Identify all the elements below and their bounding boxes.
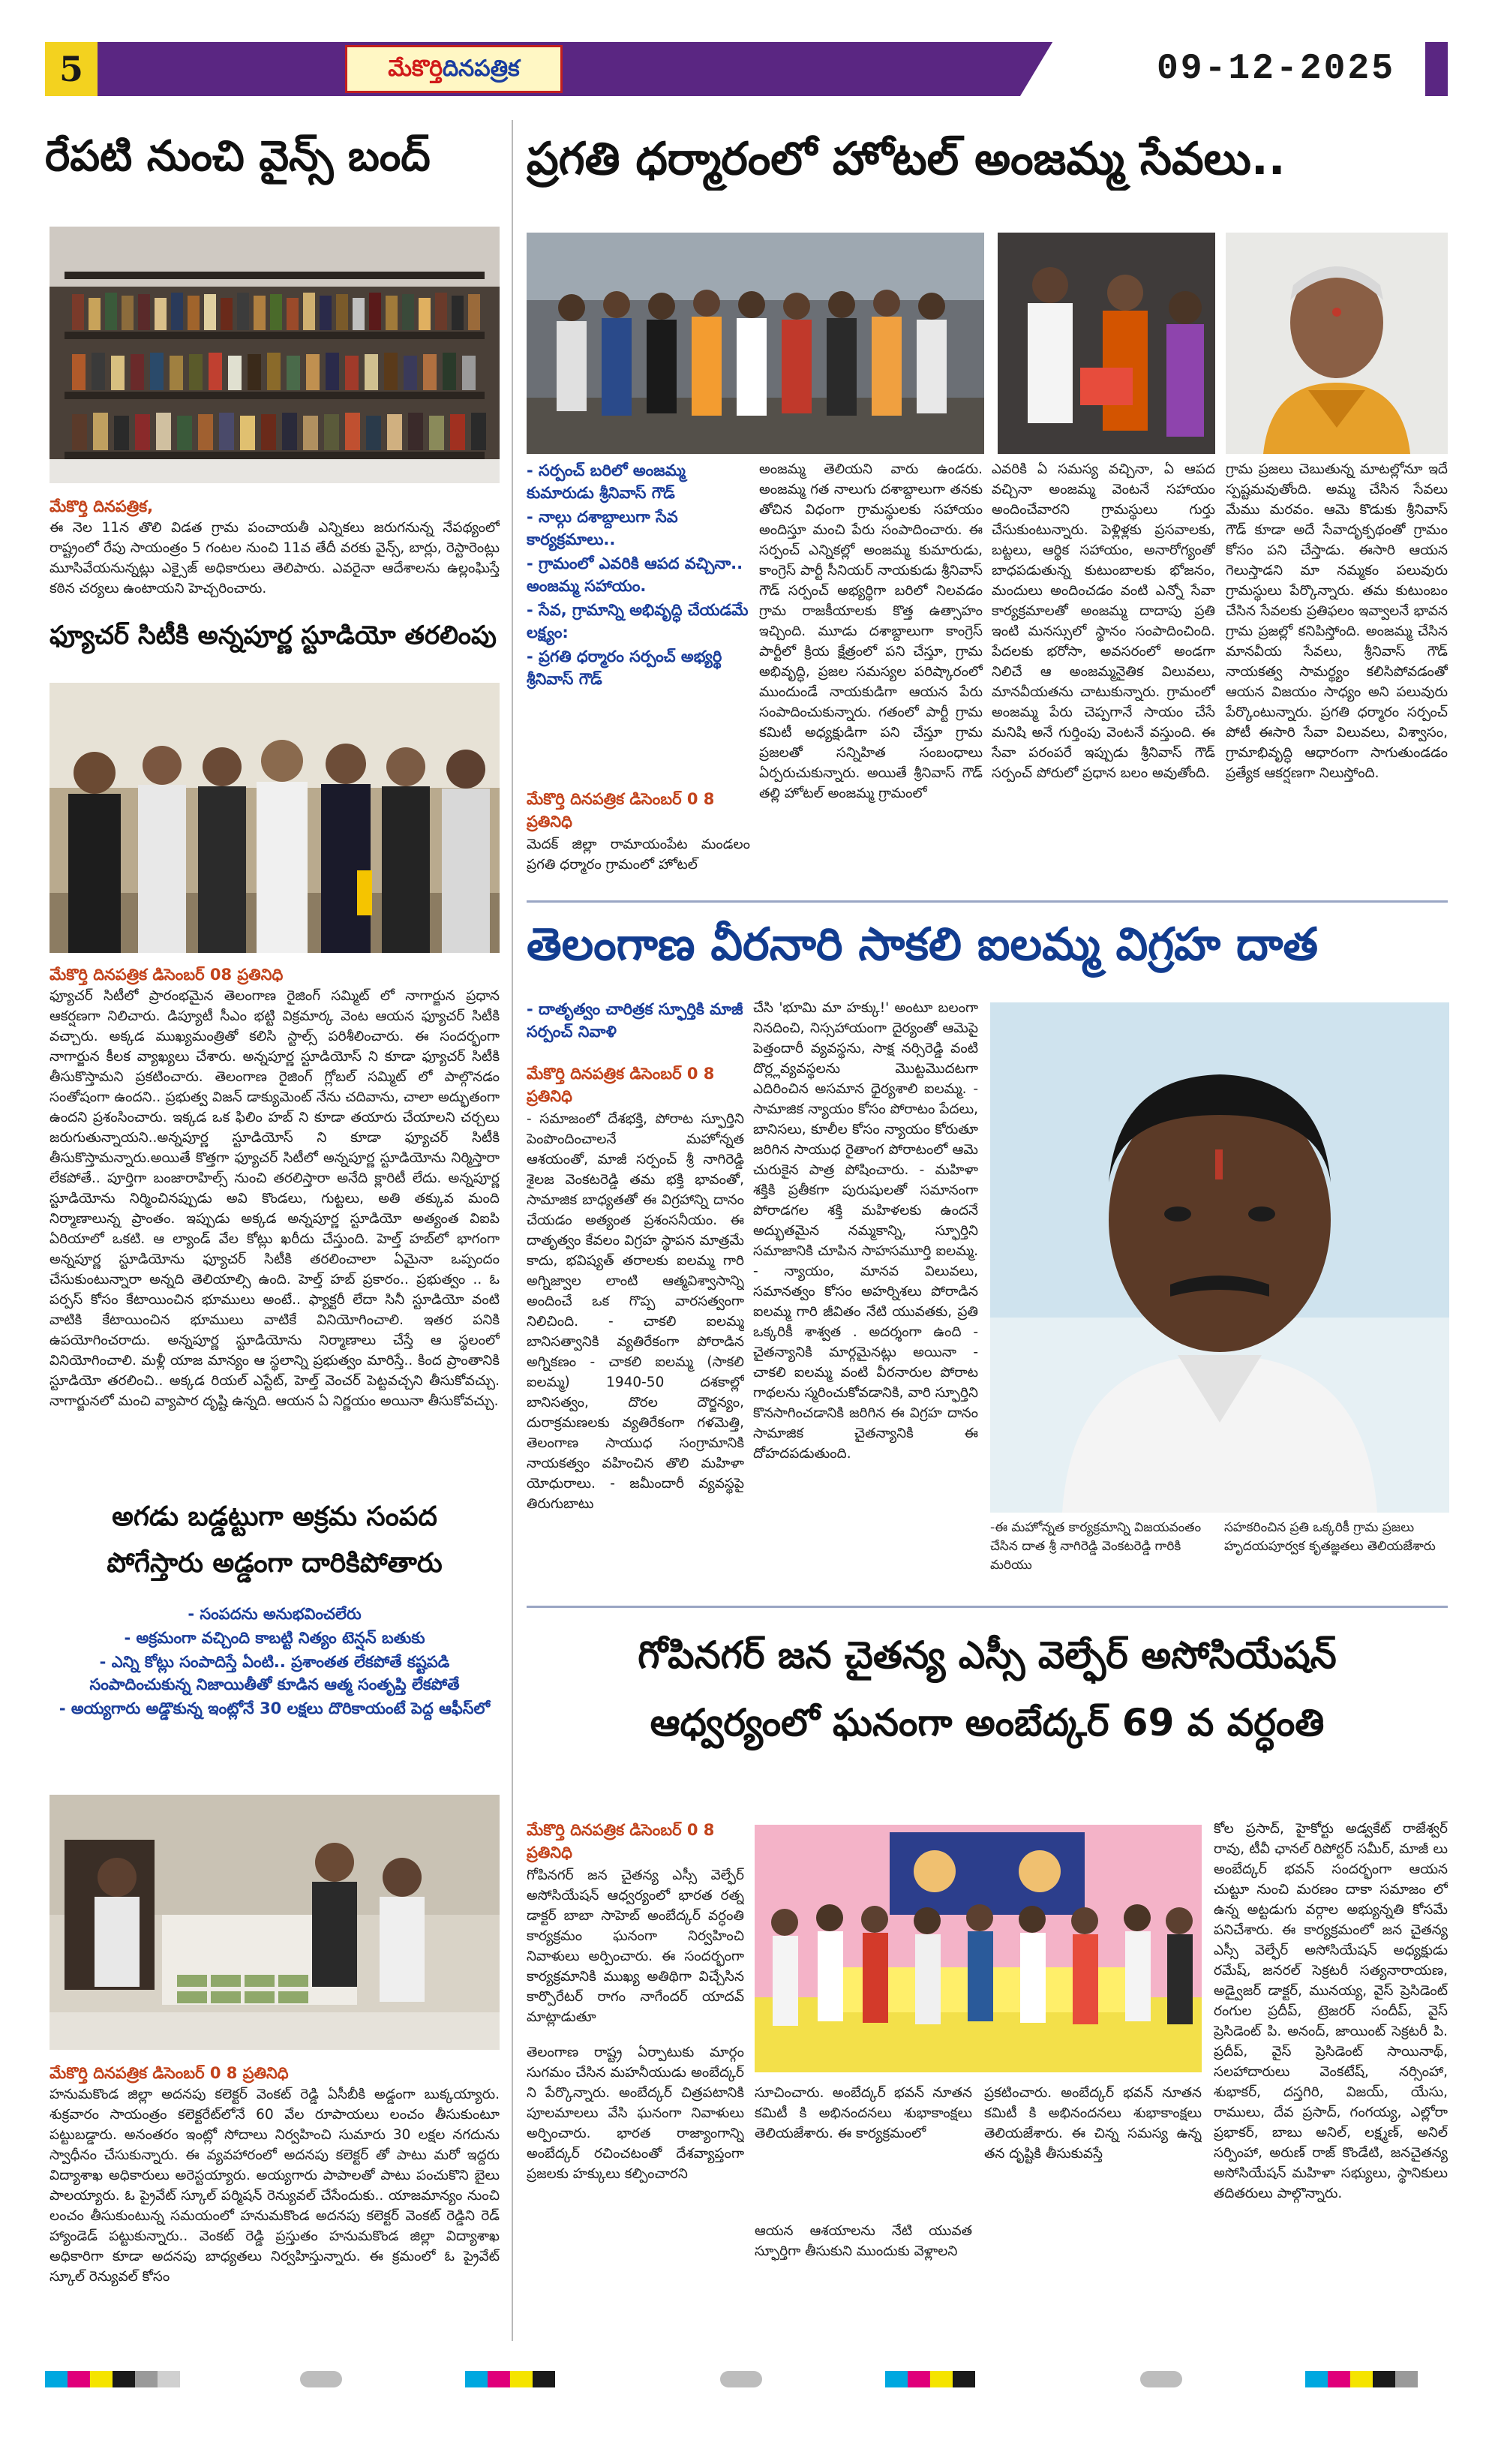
donor-portrait-photo: [990, 1002, 1449, 1513]
newspaper-logo: [345, 45, 563, 93]
ambedkar-headline-2: ఆధ్వర్యంలో ఘనంగా అంబేద్కర్ 69 వ వర్ధంతి: [650, 1701, 1325, 1744]
summit-group-image: [50, 683, 500, 953]
color-swatch: [533, 2371, 555, 2387]
ilamma-bullet: - దాతృత్వం చారిత్రక స్ఫూర్తికి మాజీ సర్పంచ్ నివాళి: [527, 1000, 743, 1041]
studio-headline: ఫ్యూచర్ సిటీకి అన్నపూర్ణ స్టూడియో తరలింపు: [50, 621, 497, 651]
wine-headline: రేపటి నుంచి వైన్స్ బంద్: [45, 132, 431, 181]
hotel-body-1: మెదక్ జిల్లా రామాయంపేట మండలం ప్రగతి ధర్మారం గ్రామంలో హోటల్: [527, 837, 750, 873]
color-swatch: [885, 2371, 908, 2387]
hotel-body-2: అంజమ్మ తెలియని వారు ఉండరు. అంజమ్మ గత నాలుగు దశాబ్దాలుగా తనకు తోచిన విధంగా గ్రామస్థులకు సహాయం అందిస్తూ మంచి పేరు సంపాదించారు. ఈ సర్పంచ్ ఎన్నికల్లో అంజమ్మ కుమారుడు, కాంగ్రెస్ పార్టీ సీనియర్ నాయకుడు శ్రీనివాస్ గౌడ్ సర్పంచ్ అభ్యర్థిగా బరిలో నిలవడం గ్రామ రాజకీయాలకు కొత్త ఉత్సాహం ఇచ్చింది. మూడు దశాబ్దాలుగా కాంగ్రెస్ పార్టీలో క్రియ క్షేత్రంలో పని చేస్తూ, గ్రామ అభివృద్ధి, ప్రజల సమస్యల పరిష్కారంలో ముందుండే నాయకుడిగా ఆయన పేరు సంపాదించుకున్నారు. గతంలో పార్టీ గ్రామ కమిటీ అధ్యక్షుడిగా పని చేస్తూ గ్రామ ప్రజలతో సన్నిహిత సంబంధాలు ఏర్పరుచుకున్నారు. అయితే శ్రీనివాస్ గౌడ్ తల్లి హోటల్ అంజమ్మ గ్రామంలో: [759, 461, 983, 801]
color-swatch: [908, 2371, 930, 2387]
ilamma-body-1: - సమాజంలో దేశభక్తి, పోరాట స్ఫూర్తిని పెంపొందించాలనే మహోన్నత ఆశయంతో, మాజీ సర్పంచ్ శ్రీ నాగిరెడ్డి శైలజ వెంకటరెడ్డి తమ భక్తి భావంతో, సామాజిక బాధ్యతతో ఈ విగ్రహాన్ని దానం చేయడం అత్యంత ప్రశంసనీయం. ఈ దాతృత్వం కేవలం విగ్రహ స్థాపన మాత్రమే కాదు, భవిష్యత్ తరాలకు ఐలమ్మ గారి అగ్నిజ్వాల లాంటి ఆత్మవిశ్వాసాన్ని అందించే ఒక గొప్ప వారసత్వంగా నిలిచింది. - చాకలి ఐలమ్మ బానిసత్వానికి వ్యతిరేకంగా పోరాడిన అగ్నికణం - చాకలి ఐలమ్మ (సాకలి ఐలమ్మ) 1940-50 దశకాల్లో బానిసత్వం, దొరల దౌర్జన్యం, దురాక్రమణలకు వ్యతిరేకంగా గళమెత్తి, తెలంగాణ సాయుధ సంగ్రామానికి నాయకత్వం వహించిన తొలి మహిళా యోధురాలు. - జమీందారీ వ్యవస్థపై తిరుగుబాటు: [527, 1111, 744, 1512]
studio-body: ఫ్యూచర్ సిటీలో ప్రారంభమైన తెలంగాణ రైజింగ్ సమ్మిట్ లో నాగార్జున ప్రధాన ఆకర్షణగా నిలిచారు. డిప్యూటీ సీఎం భట్టి విక్రమార్క వెంట ఆయన ఫ్యూచర్ సిటీకి వచ్చారు. అక్కడ ముఖ్యమంత్రితో కలిసి స్టాల్స్ పరిశీలించారు. ఈ సందర్భంగా నాగార్జున కీలక వ్యాఖ్యలు చేశారు. అన్నపూర్ణ స్టూడియోస్ ని కూడా ఫ్యూచర్ సిటీకి తీసుకొస్తామని ప్రకటించారు. తెలంగాణ రైజింగ్ గ్లోబల్ సమ్మిట్ లో పాల్గొనడం సంతోషంగా ఉందని.. ప్రభుత్వ విజన్ డాక్యుమెంట్ నేను చదివాను, చాలా అద్భుతంగా ఉందని ప్రశంసించారు. ఇక్కడ ఒక ఫిలిం హబ్ ని కూడా తయారు చేయాలని చర్చలు జరుగుతున్నాయని..అన్నపూర్ణ స్టూడియోస్ ని కూడా ఫ్యూచర్ సిటీకి తీసుకొస్తామన్నారు.అయితే కొత్తగా ఫ్యూచర్ సిటీలో అన్నపూర్ణ స్టూడియోను నిర్మిస్తారా లేకపోతే.. పూర్తిగా బంజారాహిల్స్ నుంచి తరలిస్తారా అనేది క్లారిటీ లేదు. అన్నపూర్ణ స్టూడియోను నిర్మించినప్పుడు అవి కొండలు, గుట్టలు, అతి తక్కువ మంది నిర్మాణాలున్న ప్రాంతం. ఇప్పుడు అక్కడ అన్నపూర్ణ స్టూడియో అత్యంత విఐపి ఏరియాలో ఒకటి. ఆ ల్యాండ్ వేల కోట్లు ఖరీదు చేస్తుంది. హెల్త్ హబ్‌లో భాగంగా అన్నపూర్ణ స్టూడియోను ఫ్యూచర్ సిటీకి తరలించాలా ఏమైనా ఒప్పందం చేసుకుంటున్నారా అన్నది తెలియాల్సి ఉంది. హెల్త్ హబ్ ప్రకారం.. ప్రభుత్వం .. ఓ పర్పస్ కోసం కేటాయించిన భూములు అంటే.. ఫ్యాక్టరీ లేదా సినీ స్టూడియో వంటి వాటికి కేటాయించిన భూములు వాటికే వినియోగించాలి. ఇతర పనికి ఉపయోగించరాదు. అన్నపూర్ణ స్టూడియోను నిర్మాణాలు చేస్తే ఆ స్థలంలో వినియోగించాలి. మళ్లీ యాజ మాన్యం ఆ స్థలాన్ని ప్రభుత్వం మారిస్తే.. కింద ప్రాంతానికి స్టూడియో తరలించి.. అక్కడ రియల్ ఎస్టేట్, హెల్త్ వెంచర్ పెట్టవచ్చని తీసుకోవచ్చు. నాగార్జునలో మంచి వ్యాపార దృష్టి ఉన్నది. ఆయన ఏ నిర్ణయం అయినా తీసుకోవచ్చు.: [50, 988, 500, 1409]
wine-byline: మేకొర్తి దినపత్రిక,: [50, 497, 154, 515]
registration-oval: [300, 2371, 342, 2387]
color-swatch: [488, 2371, 510, 2387]
ilamma-body-2: చేసి 'భూమి మా హక్కు!' అంటూ బలంగా నినదించి, నిస్సహాయంగా దైర్యంతో ఆమెపై పెత్తందారీ వ్యవస్థను, సాక్ష నర్సిరెడ్డి వంటి దొర్ల్లవ్యవస్థలను మొట్టమొదటగా ఎదిరించిన అసమాన ధైర్యశాలి ఐలమ్మ. - సామాజిక న్యాయం కోసం పోరాటం పేదలు, బానిసలు, కూలీల కోసం న్యాయం కోరుతూ జరిగిన సాయుధ రైతాంగ పోరాటంలో ఆమె చురుకైన పాత్ర పోషించారు. - మహిళా శక్తికి ప్రతీకగా పురుషులతో సమానంగా పోరాడగల శక్తి మహిళలకు ఉందనే అద్భుతమైన నమ్మకాన్ని, స్ఫూర్తిని సమాజానికి చూపిన సాహసమూర్తి ఐలమ్మ. - న్యాయం, మానవ విలువలు, సమానత్వం కోసం అహర్నిశలు పోరాడిన ఐలమ్మ గారి జీవితం నేటి యువతకు, ప్రతి ఒక్కరికీ శాశ్వత . అదర్శంగా ఉంది - చైతన్యానికి మార్గమైనట్లు అయినా - చాకలి ఐలమ్మ వంటి వీరనారుల పోరాట గాథలను స్మరించుకోవడానికి, వారి స్ఫూర్తిని కొనసాగించడానికి జరిగిన ఈ విగ్రహ దానం సామాజిక చైతన్యానికి ఈ దోహదపడుతుంది.: [753, 1000, 978, 1462]
registration-oval: [720, 2371, 762, 2387]
color-swatch: [1395, 2371, 1418, 2387]
ambedkar-body-1: గోపినగర్ జన చైతన్య ఎస్సీ వెల్ఫేర్ అసోసియేషన్ ఆధ్వర్యంలో భారత రత్న డాక్టర్ బాబా సాహెబ్ అంబేద్కర్ వర్ధంతి కార్యక్రమం ఘనంగా నిర్వహించి నివాళులు అర్పించారు. ఈ సందర్భంగా కార్యక్రమానికి ముఖ్య అతిథిగా విచ్చేసిన కార్పొరేటర్ రాగం నాగేందర్ యాదవ్ మాట్లాడుతూ: [527, 1868, 744, 2025]
color-swatch: [953, 2371, 975, 2387]
hotel-campaign-photo: [527, 233, 984, 454]
hotel-byline: మేకొర్తి దినపత్రిక డిసెంబర్ 0 8 ప్రతినిధి: [527, 790, 715, 831]
hotel-bullet: - గ్రామంలో ఎవరికి ఆపద వచ్చినా.. అంజమ్మ సహాయం.: [527, 554, 743, 595]
agadu-body: హనుమకొండ జిల్లా అదనపు కలెక్టర్ వెంకట్ రెడ్డి ఏసీబీకి అడ్డంగా బుక్కయ్యారు. శుక్రవారం సాయంత్రం కలెక్టరేట్‌లోనే 60 వేల రూపాయలు లంచం తీసుకుంటూ పట్టుబడ్డారు. అనంతరం ఇంట్లో సోదాలు నిర్వహించి సుమారు 30 లక్షల నగదును స్వాధీనం చేసుకున్నారు. ఈ వ్యవహారంలో అదనపు కలెక్టర్ తో పాటు మరో ఇద్దరు విద్యాశాఖ అధికారులు అరెస్టయ్యారు. అయ్యగారు పాపాలతో పాటు పంచుకొని బైలు పాలయ్యారు. ఓ ప్రైవేట్ స్కూల్ పర్మిషన్ రెన్యువల్ చేసేందుకు.. యాజమాన్యం నుంచి లంచం తీసుకుంటున్న సమయంలో హనుమకొండ అదనపు కలెక్టర్ వెంకట్ రెడ్డిని రెడ్ హ్యాండెడ్ పట్టుకున్నారు.. వెంకట్ రెడ్డి ప్రస్తుతం హనుమకొండ జిల్లా విద్యాశాఖ అధికారిగా కూడా అదనపు బాధ్యతలు నిర్వహిస్తున్నారు. ఈ క్రమంలో ఓ ప్రైవేట్ స్కూల్ రెన్యువల్ కోసం: [50, 2087, 500, 2285]
ambedkar-body-6: కోల ప్రసాద్, హైకోర్టు అడ్వకేట్ రాజేశ్వర్ రావు, టీవీ ఛానల్ రిపోర్టర్ సమీర్, మాజీ లు అంబేద్కర్ భవన్ సందర్భంగా ఆయన చుట్టూ నుంచి మరణం దాకా సమాజం లో ఉన్న అట్టడుగు వర్గాల అభ్యున్నతి కోసమే పనిచేశారు. ఈ కార్యక్రమంలో జన చైతన్య ఎస్సీ వెల్ఫేర్ అసోసియేషన్ అధ్యక్షుడు రమేష్, జనరల్ సెక్రటరీ సత్యనారాయణ, అడ్వైజర్ డాక్టర్, మునయ్య, వైస్ ప్రెసిడెంట్ రంగుల ప్రదీప్, ట్రెజరర్ సందీప్, వైస్ ప్రెసిడెంట్ పి. అనంద్, జాయింట్ సెక్రటరీ పి. ప్రదీప్, వైస్ ప్రెసిడెంట్ సాయినాథ్, సలహాదారులు వెంకటేష్, నర్సింహా, శుభాకర్, దస్తగిరి, విజయ్, యేసు, రాములు, దేవ ప్రసాద్, గంగయ్య, ఎల్లోరా ప్రభాకర్, బాబు అనిల్, లక్ష్మణ్, అనిల్ సర్పింహా, అరుణ్ రాజ్ కొండేటి, జనచైతన్య అసోసియేషన్ మహిళా సభ్యులు, స్థానికులు తదితరులు పాల్గొన్నారు.: [1214, 1821, 1448, 2201]
ambedkar-headline-1: గోపినగర్ జన చైతన్య ఎస్సీ వెల్ఫేర్ అసోసియేషన్: [638, 1633, 1337, 1677]
cash-seizure-image: [50, 1795, 500, 2050]
cash-seizure-photo: [50, 1795, 500, 2050]
color-swatch: [90, 2371, 113, 2387]
agadu-bullet: - ఎన్ని కోట్లు సంపాదిస్తే ఏంటి.. ప్రశాంతత లేకపోతే కష్టపడి సంపాదించుకున్న నిజాయితీతో కూడిన ఆత్మ సంతృప్తి లేకపోతే: [89, 1653, 460, 1693]
studio-byline: మేకొర్తి దినపత్రిక డిసెంబర్ 08 ప్రతినిధి: [50, 966, 284, 984]
color-swatch: [135, 2371, 158, 2387]
logo-part-a: మేకొర్తి: [388, 56, 443, 82]
ambedkar-event-image: [755, 1825, 1202, 2072]
color-swatch: [465, 2371, 488, 2387]
anjamma-portrait-photo: [1226, 233, 1448, 454]
color-swatch: [1305, 2371, 1328, 2387]
hotel-bullet: - నాల్గు దశాబ్దాలుగా సేవ కార్యక్రమాలు..: [527, 508, 678, 548]
issue-date: 09-12-2025: [1156, 49, 1395, 89]
hotel-bullet: - ప్రగతి ధర్మారం సర్పంచ్ అభ్యర్థి శ్రీనివాస్ గౌడ్: [527, 648, 722, 688]
anjamma-portrait-image: [1226, 233, 1448, 454]
hotel-bullets: [527, 459, 750, 774]
column-divider: [512, 120, 513, 2341]
section-rule: [527, 1606, 1448, 1608]
campaign-walk-image: [527, 233, 984, 454]
agadu-bullet: - సంపదను అనుభవించలేరు: [188, 1605, 362, 1623]
agadu-headline-1: అగడు బడ్డట్టుగా అక్రమ సంపద: [112, 1501, 437, 1532]
hotel-bullet: - సర్పంచ్ బరిలో అంజమ్మ కుమారుడు శ్రీనివాస్ గౌడ్: [527, 461, 686, 502]
agadu-headline-2: పోగేస్తారు అడ్డంగా దారికిపోతారు: [107, 1548, 443, 1579]
color-swatch: [158, 2371, 180, 2387]
liquor-shelves-image: [50, 227, 500, 483]
agadu-bullet: - అక్రమంగా వచ్చింది కాబట్టి నిత్యం టెన్షన్ బతుకు: [124, 1629, 425, 1647]
color-swatch: [1328, 2371, 1350, 2387]
hotel-headline: ప్రగతి ధర్మారంలో హోటల్ అంజమ్మ సేవలు..: [527, 133, 1286, 185]
hotel-bullet: - సేవ, గ్రామాన్ని అభివృద్ధి చేయడమే లక్ష్యం:: [527, 601, 749, 642]
ambedkar-body-3: సూచించారు. అంబేద్కర్ భవన్ నూతన కమిటీ కి అభినందనలు శుభాకాంక్షలు తెలియజేశారు. ఈ కార్యక్రమంలో: [755, 2085, 972, 2141]
hotel-body-3: ఎవరికి ఏ సమస్య వచ్చినా, ఏ ఆపద వచ్చినా అంజమ్మ వెంటనే సహాయం అందించేవారని గ్రామస్థులు గుర్తు చేసుకుంటున్నారు. పెళ్లిళ్లకు ప్రసవాలకు, బట్టలు, ఆర్థిక సహాయం, అనారోగ్యంతో బాధపడుతున్న కుటుంబాలకు భోజనం, మందులు అందించడం వంటి ఎన్నో సేవా కార్యక్రమాలతో అంజమ్మ దాదాపు ప్రతి ఇంటి మనస్సులో స్థానం సంపాదించింది. పేదలకు భరోసా, అవసరంలో అండగా నిలిచే ఆ అంజమ్మనైతిక విలువలు, మానవీయతను చాటుకున్నారు. గ్రామంలో అంజమ్మ పేరు చెప్పగానే సాయం చేసే మనిషి అనే గుర్తింపు వెంటనే వస్తుంది. ఈ సేవా పరంపరే ఇప్పుడు శ్రీనివాస్ గౌడ్ సర్పంచ్ పోరులో ప్రధాన బలం అవుతోంది.: [992, 461, 1215, 781]
hotel-body-4: గ్రామ ప్రజలు చెబుతున్న మాటల్లోనూ ఇదే స్పష్టమవుతోంది. అమ్మ చేసిన సేవలు మేము మరవం. ఆమె కొడుకు శ్రీనివాస్ గౌడ్ కూడా అదే సేవాదృక్పథంతో గ్రామం కోసం పని చేస్తాడు. ఈసారి ఆయన గెలుస్తాడని మా నమ్మకం పలువురు గ్రామస్థులు పేర్కొన్నారు. తమ కుటుంబం చేసిన సేవలకు ప్రతిఫలం ఇవ్వాలనే భావన గ్రామ ప్రజల్లో కనిపిస్తోంది. అంజమ్మ చేసిన మానవీయ సేవలు, శ్రీనివాస్ గౌడ్ నాయకత్వ సామర్థ్యం కలిసిపోవడంతో ఆయన విజయం సాధ్యం అని పలువురు పేర్కొంటున్నారు. ప్రగతి ధర్మారం సర్పంచ్ పోటీ ఈసారి సేవా విలువలు, విశ్వాసం, గ్రామాభివృద్ధి ఆధారంగా సాగుతుండడం ప్రత్యేక ఆకర్షణగా నిలుస్తోంది.: [1226, 461, 1448, 781]
section-rule: [527, 900, 1448, 903]
masthead: [45, 42, 1448, 96]
donor-portrait-image: [990, 1002, 1449, 1513]
agadu-bullets: [50, 1603, 500, 1768]
liquor-store-photo: [50, 227, 500, 483]
ilamma-byline: మేకొర్తి దినపత్రిక డిసెంబర్ 0 8 ప్రతినిధి: [527, 1065, 715, 1105]
ambedkar-body-2: తెలంగాణ రాష్ట్ర ఏర్పాటుకు మార్గం సుగమం చేసిన మహనీయుడు అంబేద్కర్ ని పేర్కొన్నారు. అంబేద్కర్ చిత్రపటానికి పూలమాలలు వేసి ఘనంగా నివాళులు అర్పించారు. భారత రాజ్యాంగాన్ని అంబేద్కర్ రచించటంతో దేశవ్యాప్తంగా ప్రజలకు హక్కులు కల్పించారని: [527, 2045, 744, 2182]
registration-oval: [1140, 2371, 1182, 2387]
ilamma-caption-1: -ఈ మహోన్నత కార్యక్రమాన్ని విజయవంతం చేసిన దాత శ్రీ నాగిరెడ్డి వెంకటరెడ్డి గారికి మరియు: [990, 1520, 1202, 1573]
color-swatch: [68, 2371, 90, 2387]
ambedkar-body-5: ప్రకటించారు. అంబేద్కర్ భవన్ నూతన కమిటీ కి అభినందనలు శుభాకాంక్షలు తెలియజేశారు. ఈ చిన్న సమస్య ఉన్న తన దృష్టికి తీసుకువస్తే: [984, 2085, 1202, 2162]
color-swatch: [1350, 2371, 1373, 2387]
hotel-distribution-photo: [998, 233, 1215, 454]
ilamma-caption-2: సహకరించిన ప్రతి ఒక్కరికీ గ్రామ ప్రజలు హృదయపూర్వక కృతజ్ఞతలు తెలియజేశారు: [1224, 1520, 1436, 1554]
agadu-byline: మేకొర్తి దినపత్రిక డిసెంబర్ 0 8 ప్రతినిధి: [50, 2064, 289, 2082]
color-swatch: [1373, 2371, 1395, 2387]
ilamma-headline: తెలంగాణ వీరనారి సాకలి ఐలమ్మ విగ్రహ దాత: [527, 918, 1319, 971]
color-swatch: [113, 2371, 135, 2387]
page-number: 5: [45, 42, 98, 96]
summit-photo: [50, 683, 500, 953]
ambedkar-event-photo: [755, 1825, 1202, 2072]
wine-body: ఈ నెల 11న తొలి విడత గ్రామ పంచాయతీ ఎన్నికలు జరుగనున్న నేపథ్యంలో రాష్ట్రంలో రేపు సాయంత్రం 5 గంటల నుంచి 11వ తేదీ వరకు వైన్స్, బార్లు, రెస్టారెంట్లు మూసివేయనున్నట్లు ఎక్సైజ్ అధికారులు తెలిపారు. ఎవరైనా ఆదేశాలను ఉల్లంఘిస్తే కఠిన చర్యలు ఉంటాయని హెచ్చరించారు.: [50, 520, 500, 596]
color-swatch: [510, 2371, 533, 2387]
logo-part-b: దినపత్రిక: [443, 56, 520, 82]
ilamma-bullets: [527, 998, 744, 1050]
color-swatch: [930, 2371, 953, 2387]
agadu-bullet: - అయ్యగారు అడ్డొకున్న ఇంట్లోనే 30 లక్షలు దొరికాయంటే పెద్ద ఆఫీస్‌లో: [59, 1699, 491, 1717]
ambedkar-byline: మేకొర్తి దినపత్రిక డిసెంబర్ 0 8 ప్రతినిధి: [527, 1821, 715, 1862]
ambedkar-body-4: ఆయన ఆశయాలను నేటి యువత స్ఫూర్తిగా తీసుకుని ముందుకు వెళ్లాలని: [755, 2223, 972, 2259]
saree-distribution-image: [998, 233, 1215, 454]
color-swatch: [45, 2371, 68, 2387]
